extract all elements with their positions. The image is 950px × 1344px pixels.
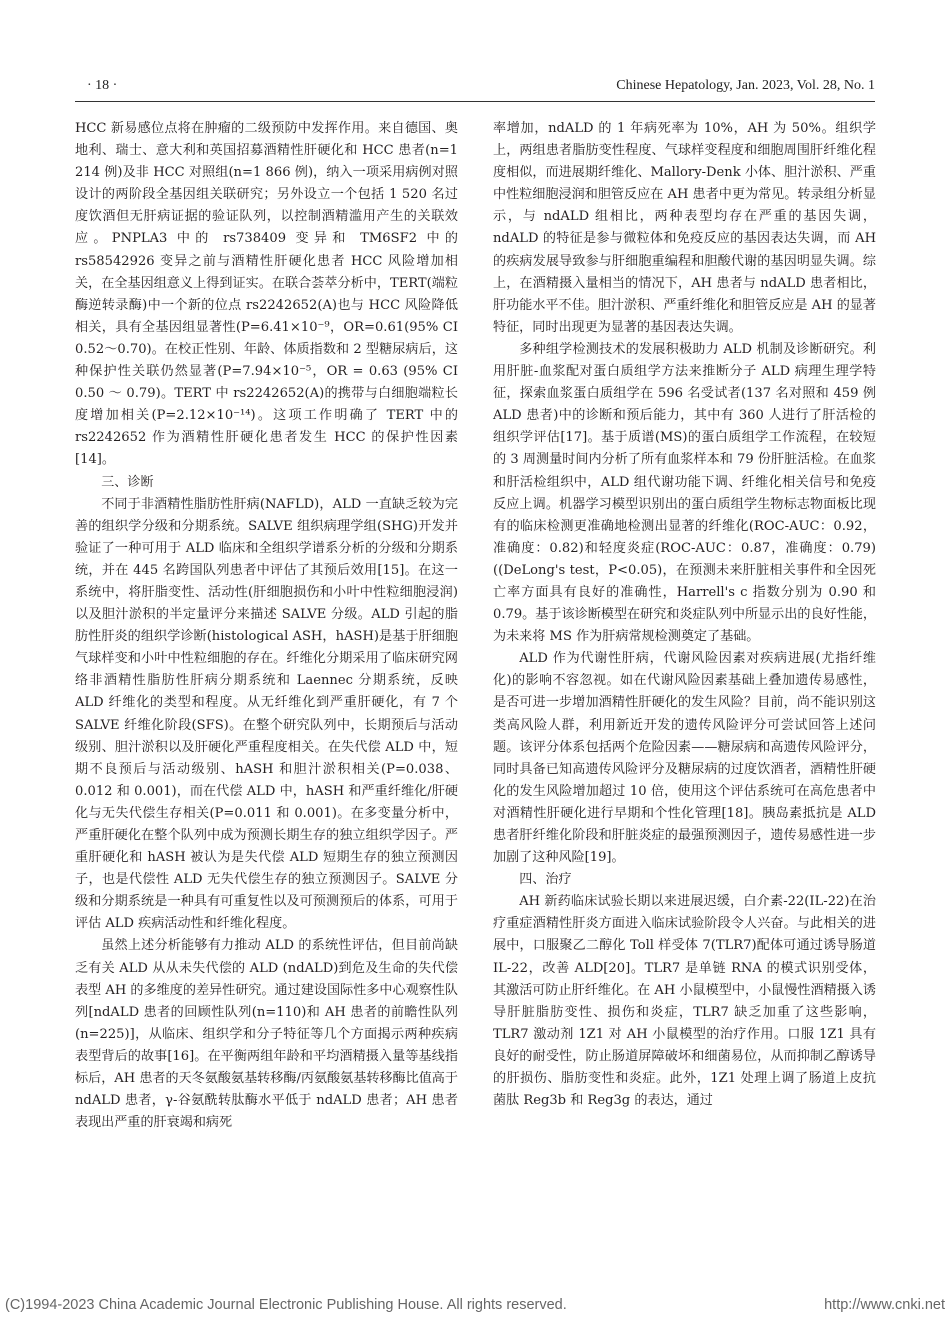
paragraph: 虽然上述分析能够有力推动 ALD 的系统性评估，但目前尚缺乏有关 ALD 从从未失代偿的 ALD (ndALD)到危及生命的失代偿表型 AH 的多维度的差异性研究。通过建设国际性多中心观察性队列[ndALD 患者的回顾性队列(n=110)和 AH 患者的前瞻性队列(n=225)]，从临床、组织学和分子特征等几个方面揭示两种疾病表型背后的故事[16]。在平衡两组年龄和平均酒精摄入量等基线指标后，AH 患者的天冬氨酸氨基转移酶/丙氨酸氨基转移酶比值高于 ndALD 患者，γ-谷氨酰转肽酶水平低于 ndALD 患者；AH 患者表现出严重的肝衰竭和病死 [75,938,458,1131]
paragraph: HCC 新易感位点将在肿瘤的二级预防中发挥作用。来自德国、奥地利、瑞士、意大利和英国招募酒精性肝硬化和 HCC 患者(n=1 214 例)及非 HCC 对照组(n=1 866 例)，纳入一项采用病例对照设计的两阶段全基因组关联研究；另外设立一个包括 1 520 名过度饮酒但无肝病证据的验证队列，以控制酒精滥用产生的关联效应。PNPLA3 中的 rs738409 变异和 TM6SF2 中的 rs58542926 变异之前与酒精性肝硬化患者 HCC 风险增加相关，在全基因组意义上得到证实。在联合荟萃分析中，TERT(端粒酶逆转录酶)中一个新的位点 rs2242652(A)也与 HCC 风险降低相关，具有全基因组显著性(P=6.41×10⁻⁹，OR=0.61(95% CI 0.52～0.70)。在校正性别、年龄、体质指数和 2 型糖尿病后，这种保护性关联仍然显著(P=7.94×10⁻⁵，OR = 0.63 (95% CI 0.50 ～ 0.79)。TERT 中 rs2242652(A)的携带与白细胞端粒长度增加相关(P=2.12×10⁻¹⁴)。这项工作明确了 TERT 中的 rs2242652 作为酒精性肝硬化患者发生 HCC 的保护性因素[14]。 [75,121,458,468]
journal-info: Chinese Hepatology, Jan. 2023, Vol. 28, No. 1 [616,78,875,93]
copyright-footer [5,1297,945,1317]
right-column [493,118,876,1112]
paragraph: ALD 作为代谢性肝病，代谢风险因素对疾病进展(尤指纤维化)的影响不容忽视。如在代谢风险因素基础上叠加遗传易感性，是否可进一步增加酒精性肝硬化的发生风险？目前，尚不能识别这类高风险人群，利用新近开发的遗传风险评分可尝试回答上述问题。该评分体系包括两个危险因素——糖尿病和高遗传风险评分，同时具备已知高遗传风险评分及糖尿病的过度饮酒者，酒精性肝硬化的发生风险增加超过 10 倍，使用这个评估系统可在高危患者中对酒精性肝硬化进行早期和个性化管理[18]。胰岛素抵抗是 ALD 患者肝纤维化阶段和肝脏炎症的最强预测因子，遗传易感性进一步加剧了这种风险[19]。 [493,651,876,866]
running-header [75,78,875,100]
copyright-text: (C)1994-2023 China Academic Journal Electronic Publishing House. All rights reserved. [5,1297,567,1313]
section-heading-diagnosis: 三、诊断 [101,474,154,490]
paragraph: 多种组学检测技术的发展积极助力 ALD 机制及诊断研究。利用肝脏-血浆配对蛋白质组学方法来推断分子 ALD 病理生理学特征，探索血浆蛋白质组学在 596 名受试者(137 名对照和 459 例 ALD 患者)中的诊断和预后能力，其中有 360 人进行了肝活检的组织学评估[17]。基于质谱(MS)的蛋白质组学工作流程，在较短的 3 周测量时间内分析了所有血浆样本和 79 份肝脏活检。在血浆和肝活检组织中，ALD 组代谢功能下调、纤维化相关信号和免疫反应上调。机器学习模型识别出的蛋白质组学生物标志物面板比现有的临床检测更准确地检测出显著的纤维化(ROC-AUC：0.92，准确度：0.82)和轻度炎症(ROC-AUC：0.87，准确度：0.79)((DeLong's test，P<0.05)，在预测未来肝脏相关事件和全因死亡率方面具有良好的准确性，Harrell's c 指数分别为 0.90 和 0.79。基于该诊断模型在研究和炎症队列中所显示出的良好性能，为未来将 MS 作为肝病常规检测奠定了基础。 [493,341,876,645]
header-rule [75,101,875,102]
cnki-link[interactable]: http://www.cnki.net [824,1297,945,1313]
page-number: · 18 · [87,78,118,93]
paragraph: 不同于非酒精性脂肪性肝病(NAFLD)，ALD 一直缺乏较为完善的组织学分级和分期系统。SALVE 组织病理学组(SHG)开发并验证了一种可用于 ALD 临床和全组织学谱系分析的分级和分期系统，并在 445 名跨国队列患者中评估了其预后效用[15]。在这一系统中，将肝脂变性、活动性(肝细胞损伤和小叶中性粒细胞浸润)以及胆汁淤积的半定量评分来描述 SALVE 分级。ALD 引起的脂肪性肝炎的组织学诊断(histological ASH，hASH)是基于肝细胞气球样变和小叶中性粒细胞的存在。纤维化分期采用了临床研究网络非酒精性脂肪性肝病分期系统和 Laennec 分期系统，反映 ALD 纤维化的类型和程度。从无纤维化到严重肝硬化，有 7 个 SALVE 纤维化阶段(SFS)。在整个研究队列中，长期预后与活动级别、胆汁淤积以及肝硬化严重程度相关。在失代偿 ALD 中，短期不良预后与活动级别、hASH 和胆汁淤积相关(P=0.038、0.012 和 0.001)，而在代偿 ALD 中，hASH 和严重纤维化/肝硬化与无失代偿生存相关(P=0.011 和 0.001)。在多变量分析中，严重肝硬化在整个队列中成为预测长期生存的独立组织学因子。严重肝硬化和 hASH 被认为是失代偿 ALD 短期生存的独立预测因子，也是代偿性 ALD 无失代偿生存的独立预测因子。SALVE 分级和分期系统是一种具有可重复性以及可预测预后的体系，可用于评估 ALD 疾病活动性和纤维化程度。 [75,496,458,932]
section-heading-treatment: 四、治疗 [519,872,572,888]
paragraph: 率增加，ndALD 的 1 年病死率为 10%，AH 为 50%。组织学上，两组患者脂肪变性程度、气球样变程度和细胞周围肝纤维化程度相似，而进展期纤维化、Mallory-Denk 小体、胆汁淤积、严重中性粒细胞浸润和胆管反应在 AH 患者中更为常见。转录组分析显示，与 ndALD 组相比，两种表型均存在严重的基因失调，ndALD 的特征是参与微粒体和免疫反应的基因表达失调，而 AH 的疾病发展导致参与肝细胞重编程和胆酸代谢的基因明显失调。综上，在酒精摄入量相当的情况下，AH 患者与 ndALD 患者相比，肝功能水平不佳。胆汁淤积、严重纤维化和胆管反应是 AH 的显著特征，同时出现更为显著的基因表达失调。 [493,121,876,335]
paragraph: AH 新药临床试验长期以来进展迟缓，白介素-22(IL-22)在治疗重症酒精性肝炎方面进入临床试验阶段令人兴奋。与此相关的进展中，口服聚乙二醇化 Toll 样受体 7(TLR7)配体可通过诱导肠道 IL-22，改善 ALD[20]。TLR7 是单链 RNA 的模式识别受体，其激活可防止肝纤维化。在 AH 小鼠模型中，小鼠慢性酒精摄入诱导肝脏脂肪变性、损伤和炎症，TLR7 缺乏加重了这些影响，TLR7 激动剂 1Z1 对 AH 小鼠模型的治疗作用。口服 1Z1 具有良好的耐受性，防止肠道屏障破坏和细菌易位，从而抑制乙醇诱导的肝损伤、脂肪变性和炎症。此外，1Z1 处理上调了肠道上皮抗菌肽 Reg3b 和 Reg3g 的表达，通过 [493,894,876,1109]
left-column [75,118,458,1134]
